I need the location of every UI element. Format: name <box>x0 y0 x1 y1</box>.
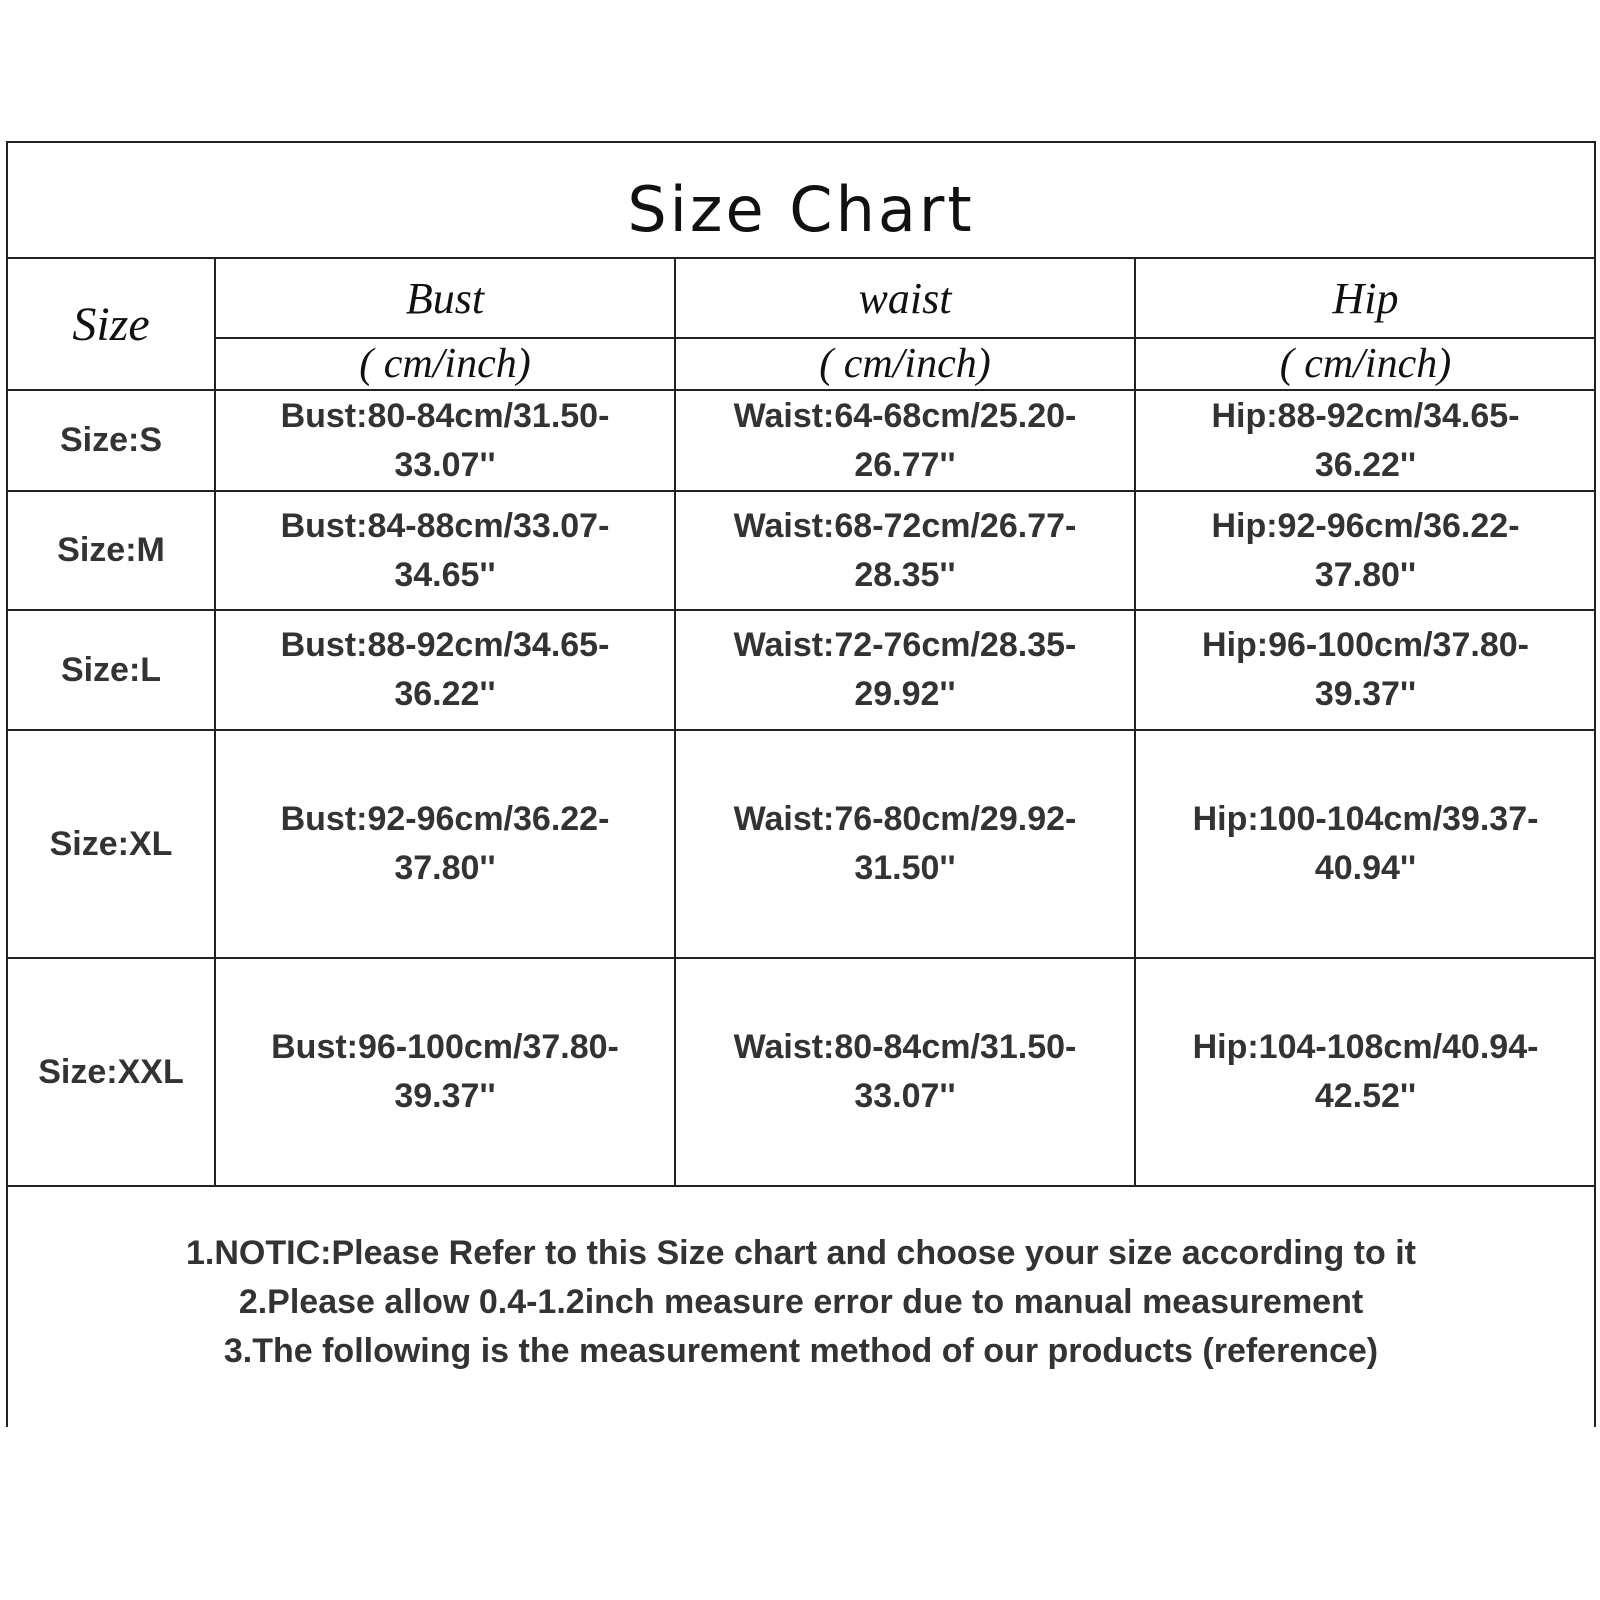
bust-cell <box>215 958 675 1186</box>
waist-cell <box>675 730 1135 958</box>
header-bust: Bust <box>215 259 675 338</box>
hip-value-line: 39.37'' <box>1314 675 1417 713</box>
hip-value-line: 40.94'' <box>1314 849 1417 887</box>
hip-value-line: Hip:100-104cm/39.37- <box>1192 800 1539 838</box>
table-row <box>8 610 1595 730</box>
hip-cell <box>1135 491 1595 610</box>
hip-value-line: Hip:96-100cm/37.80- <box>1202 626 1529 664</box>
note-line-1: 1.NOTIC:Please Refer to this Size chart and choose your size according to it <box>186 1234 1416 1272</box>
size-cell: Size:L <box>8 610 215 730</box>
bust-cell <box>215 390 675 491</box>
bust-cell <box>215 491 675 610</box>
header-size: Size <box>8 259 215 390</box>
waist-cell <box>675 390 1135 491</box>
table-row <box>8 491 1595 610</box>
size-chart-sheet <box>6 141 1596 1427</box>
bust-value-line: 39.37'' <box>394 1077 496 1115</box>
bust-value-line: Bust:96-100cm/37.80- <box>271 1028 619 1066</box>
bust-value-line: 36.22'' <box>394 675 496 713</box>
hip-value-line: Hip:88-92cm/34.65- <box>1211 396 1520 435</box>
bust-value-line: 37.80'' <box>394 849 496 887</box>
waist-value-line: Waist:80-84cm/31.50- <box>733 1028 1077 1066</box>
hip-value-line: 37.80'' <box>1314 555 1417 594</box>
note-line-3: 3.The following is the measurement method of our products (reference) <box>223 1332 1379 1370</box>
waist-value-line: Waist:64-68cm/25.20- <box>733 396 1077 435</box>
waist-cell <box>675 958 1135 1186</box>
bust-value-line: Bust:88-92cm/34.65- <box>280 626 610 664</box>
waist-value-line: 33.07'' <box>854 1077 956 1115</box>
header-hip-unit: ( cm/inch) <box>1135 338 1595 390</box>
waist-value-line: 28.35'' <box>854 555 956 594</box>
waist-value-line: Waist:72-76cm/28.35- <box>733 626 1077 664</box>
table-row <box>8 958 1595 1186</box>
size-cell: Size:XL <box>8 730 215 958</box>
note-line-2: 2.Please allow 0.4-1.2inch measure error due to manual measurement <box>238 1283 1364 1321</box>
bust-value-line: 33.07'' <box>394 445 496 484</box>
bust-cell <box>215 610 675 730</box>
hip-value-line: Hip:92-96cm/36.22- <box>1211 506 1520 545</box>
bust-value-line: Bust:84-88cm/33.07- <box>280 506 610 545</box>
hip-value-line: Hip:104-108cm/40.94- <box>1192 1028 1539 1066</box>
waist-value-line: 31.50'' <box>854 849 956 887</box>
hip-cell <box>1135 390 1595 491</box>
size-table <box>8 259 1595 1187</box>
hip-cell <box>1135 730 1595 958</box>
waist-value-line: Waist:68-72cm/26.77- <box>733 506 1077 545</box>
hip-value-line: 36.22'' <box>1314 445 1417 484</box>
waist-value-line: Waist:76-80cm/29.92- <box>733 800 1077 838</box>
header-waist-unit: ( cm/inch) <box>675 338 1135 390</box>
size-cell: Size:S <box>8 390 215 491</box>
table-row <box>8 730 1595 958</box>
hip-cell <box>1135 610 1595 730</box>
bust-value-line: 34.65'' <box>394 555 496 594</box>
title-row <box>8 143 1594 259</box>
waist-value-line: 29.92'' <box>854 675 956 713</box>
waist-value-line: 26.77'' <box>854 445 956 484</box>
bust-value-line: Bust:92-96cm/36.22- <box>280 800 610 838</box>
header-bust-unit: ( cm/inch) <box>215 338 675 390</box>
hip-value-line: 42.52'' <box>1314 1077 1417 1115</box>
size-cell: Size:M <box>8 491 215 610</box>
waist-cell <box>675 491 1135 610</box>
header-waist: waist <box>675 259 1135 338</box>
page-title: Size Chart <box>627 172 975 246</box>
waist-cell <box>675 610 1135 730</box>
size-cell: Size:XXL <box>8 958 215 1186</box>
notes-section <box>8 1187 1594 1376</box>
header-hip: Hip <box>1135 259 1595 338</box>
table-row <box>8 390 1595 491</box>
bust-value-line: Bust:80-84cm/31.50- <box>280 396 610 435</box>
hip-cell <box>1135 958 1595 1186</box>
bust-cell <box>215 730 675 958</box>
